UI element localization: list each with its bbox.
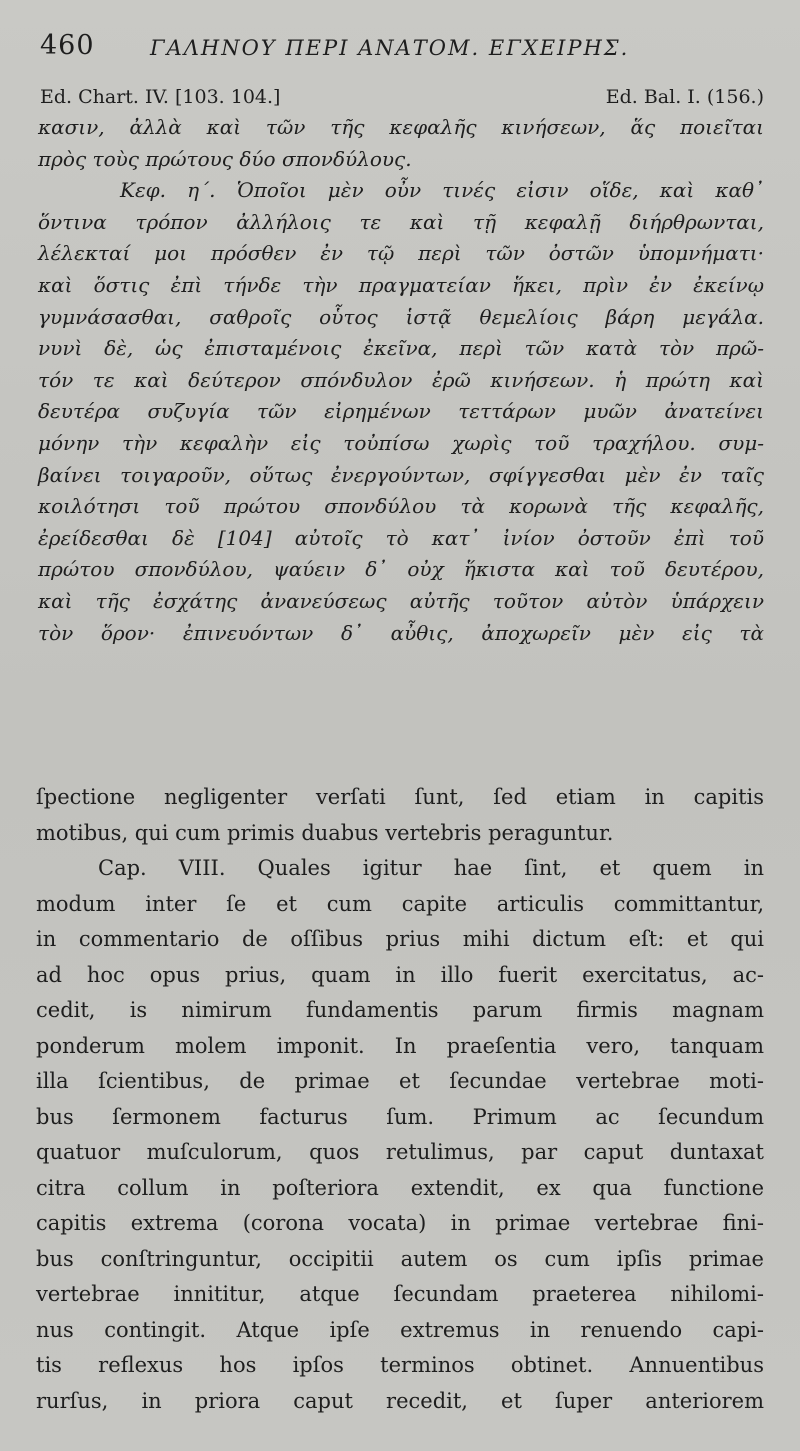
latin-text-line: ponderum molem imponit. In praeſentia vero, tanquam [36, 1033, 764, 1058]
greek-text-line: τόν τε καὶ δεύτερον σπόνδυλον ἐρῶ κινήσεων. ἡ πρώτη καὶ [38, 367, 764, 392]
greek-text-line: λέλεκταί μοι πρόσθεν ἐν τῷ περὶ τῶν ὀστῶν ὑπομνήματι· [38, 241, 764, 266]
latin-text-line: ſpectione negligenter verſati ſunt, ſed etiam in capitis [36, 785, 764, 809]
latin-text-line: cedit, is nimirum fundamentis parum firmis magnam [36, 998, 764, 1022]
latin-text-line: tis reflexus hos ipſos terminos obtinet. Annuentibus [36, 1353, 764, 1377]
latin-text-line: bus ſermonem facturus ſum. Primum ac ſecundum [36, 1104, 764, 1129]
greek-text-line: καὶ τῆς ἐσχάτης ἀνανεύσεως αὐτῆς τοῦτον αὐτὸν ὑπάρχειν [38, 588, 764, 613]
greek-text-line: πρώτου σπονδύλου, ψαύειν δ᾿ οὐχ ἥκιστα καὶ τοῦ δευτέρου, [38, 557, 764, 582]
latin-text-line: rurſus, in priora caput recedit, et ſuper anteriorem [36, 1388, 764, 1413]
greek-text-line: τὸν ὅρον· ἐπινευόντων δ᾿ αὖθις, ἀποχωρεῖν μὲν εἰς τὰ [38, 620, 764, 645]
latin-text-line: modum inter ſe et cum capite articulis committantur, [36, 891, 764, 916]
latin-text-line: citra collum in poſteriora extendit, ex qua functione [36, 1175, 764, 1200]
latin-text-line: vertebrae innititur, atque ſecundam praeterea nihilomi- [36, 1282, 764, 1306]
greek-text-line: ἐρείδεσθαι δὲ [104] αὐτοῖς τὸ κατ᾿ ἰνίον ὀστοῦν ἐπὶ τοῦ [38, 525, 764, 550]
latin-text-line: Cap. VIII. Quales igitur hae ſint, et quem in [98, 856, 764, 880]
greek-text-line: γυμνάσασθαι, σαθροῖς οὗτος ἱστᾷ θεμελίοις βάρη μεγάλα. [38, 304, 764, 329]
running-title: ΓΑΛΗΝΟΥ ΠΕΡΙ ΑΝΑΤΟΜ. ΕΓΧΕΙΡΗΣ. [150, 36, 630, 60]
edition-reference-right: Ed. Bal. I. (156.) [605, 86, 764, 108]
latin-text-block [36, 780, 764, 1419]
latin-text-line: bus conſtringuntur, occipitii autem os cum ipſis primae [36, 1246, 764, 1271]
greek-text-line: Κεφ. η΄. Ὁποῖοι μὲν οὖν τινές εἰσιν οἵδε, καὶ καθ᾿ [120, 178, 764, 203]
latin-text-line: motibus, qui cum primis duabus vertebris peraguntur. [36, 820, 614, 845]
greek-text-line: ὅντινα τρόπον ἀλλήλοις τε καὶ τῇ κεφαλῇ διήρθρωνται, [38, 209, 764, 234]
latin-text-line: illa ſcientibus, de primae et ſecundae vertebrae moti- [36, 1069, 764, 1093]
greek-text-line: βαίνει τοιγαροῦν, οὕτως ἐνεργούντων, σφίγγεσθαι μὲν ἐν ταῖς [38, 462, 764, 487]
latin-text-line: in commentario de oſſibus prius mihi dictum eſt: et qui [36, 927, 764, 951]
latin-text-line: quatuor muſculorum, quos retulimus, par caput duntaxat [36, 1140, 764, 1164]
page-header [40, 30, 760, 70]
greek-text-line: δευτέρα συζυγία τῶν εἰρημένων τεττάρων μυῶν ἀνατείνει [38, 399, 764, 424]
greek-text-line: κασιν, ἀλλὰ καὶ τῶν τῆς κεφαλῆς κινήσεων, ἅς ποιεῖται [38, 115, 764, 139]
page-number: 460 [40, 30, 95, 61]
greek-text-block [38, 112, 764, 649]
latin-text-line: capitis extrema (corona vocata) in primae vertebrae fini- [36, 1211, 764, 1235]
edition-reference-left: Ed. Chart. IV. [103. 104.] [40, 86, 281, 108]
greek-text-line: καὶ ὅστις ἐπὶ τήνδε τὴν πραγματείαν ἥκει, πρὶν ἐν ἐκείνῳ [38, 272, 764, 297]
latin-text-line: nus contingit. Atque ipſe extremus in renuendo capi- [36, 1317, 764, 1342]
greek-text-line: πρὸς τοὺς πρώτους δύο σπονδύλους. [38, 146, 412, 171]
greek-text-line: νυνὶ δὲ, ὡς ἐπισταμένοις ἐκεῖνα, περὶ τῶν κατὰ τὸν πρῶ- [38, 336, 764, 361]
latin-text-line: ad hoc opus prius, quam in illo fuerit exercitatus, ac- [36, 962, 764, 987]
greek-text-line: μόνην τὴν κεφαλὴν εἰς τοὐπίσω χωρὶς τοῦ τραχήλου. συμ- [38, 430, 764, 455]
greek-text-line: κοιλότησι τοῦ πρώτου σπονδύλου τὰ κορωνὰ τῆς κεφαλῆς, [38, 494, 764, 519]
